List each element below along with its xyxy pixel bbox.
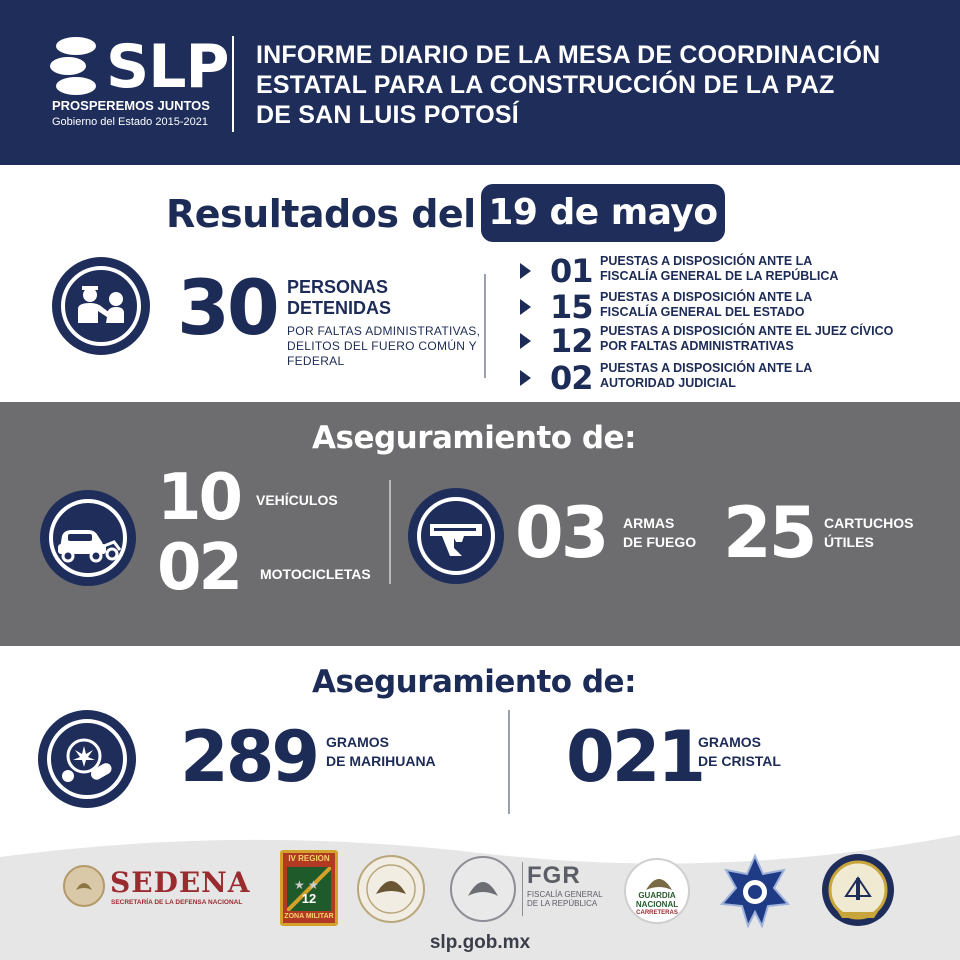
sedena-name: SEDENA xyxy=(110,866,251,899)
logo-tagline: PROSPEREMOS JUNTOS xyxy=(52,98,210,113)
seizure-title: Aseguramiento de: xyxy=(312,420,636,456)
disposition-count: 02 xyxy=(550,359,593,397)
disposition-text-line: PUESTAS A DISPOSICIÓN ANTE LA xyxy=(600,254,813,268)
results-divider xyxy=(484,274,486,378)
marijuana-count: 289 xyxy=(180,716,318,798)
disposition-count: 12 xyxy=(550,322,593,360)
fiscalia-estado-seal-icon[interactable] xyxy=(820,852,896,928)
motorcycles-count: 02 xyxy=(157,531,241,605)
region-number: 12 xyxy=(301,891,317,906)
arrow-right-icon xyxy=(520,333,531,349)
weapons-label-line: ARMAS xyxy=(623,515,675,531)
logo-subtitle: Gobierno del Estado 2015-2021 xyxy=(52,116,208,128)
seizure-divider xyxy=(389,480,391,584)
slp-logo[interactable] xyxy=(48,32,229,136)
arrest-badge xyxy=(52,257,150,355)
report-title-line: ESTATAL PARA LA CONSTRUCCIÓN DE LA PAZ xyxy=(256,71,835,99)
region-line1: IV REGION xyxy=(288,854,330,863)
website-url[interactable]: slp.gob.mx xyxy=(429,932,531,953)
drugs-badge xyxy=(38,710,136,808)
arrow-right-icon xyxy=(520,370,531,386)
vehicles-label: VEHÍCULOS xyxy=(256,492,338,508)
car-motorcycle-icon xyxy=(40,490,136,586)
vehicle-badge xyxy=(40,490,136,586)
header-banner xyxy=(0,0,960,165)
disposition-row xyxy=(520,290,940,324)
gn-line: NACIONAL xyxy=(635,900,679,909)
sedena-logo[interactable] xyxy=(62,864,256,914)
detained-detail-line: DELITOS DEL FUERO COMÚN Y xyxy=(287,339,477,353)
disposition-text-line: POR FALTAS ADMINISTRATIVAS xyxy=(600,339,794,353)
marijuana-label-line: GRAMOS xyxy=(326,734,389,750)
svg-text:★: ★ xyxy=(308,878,319,892)
detained-detail xyxy=(287,324,480,369)
detained-label-line: DETENIDAS xyxy=(287,298,392,318)
vehicles-count: 10 xyxy=(157,461,241,535)
crystal-label-line: GRAMOS xyxy=(698,734,761,750)
disposition-count: 01 xyxy=(550,252,593,290)
results-title: Resultados del xyxy=(166,192,476,236)
report-title xyxy=(256,40,936,130)
disposition-text-line: FISCALÍA GENERAL DE LA REPÚBLICA xyxy=(600,269,839,283)
cartridges-count: 25 xyxy=(723,492,815,574)
marijuana-label xyxy=(326,733,436,771)
disposition-row xyxy=(520,361,940,395)
header-divider xyxy=(232,36,234,132)
mexico-eagle-seal-icon xyxy=(62,864,106,908)
pistol-icon xyxy=(408,488,504,584)
disposition-text xyxy=(600,361,812,391)
crystal-count: 021 xyxy=(566,716,704,798)
disposition-text-line: FISCALÍA GENERAL DEL ESTADO xyxy=(600,305,805,319)
detained-detail-line: FEDERAL xyxy=(287,354,345,368)
marijuana-label-line: DE MARIHUANA xyxy=(326,753,436,769)
weapon-badge xyxy=(408,488,504,584)
results-date: 19 de mayo xyxy=(481,184,725,242)
report-title-line: INFORME DIARIO DE LA MESA DE COORDINACIÓN xyxy=(256,41,881,69)
logo-text: SLP xyxy=(106,32,229,102)
disposition-text-line: AUTORIDAD JUDICIAL xyxy=(600,376,736,390)
cartridges-label xyxy=(824,514,913,552)
drugs-icon xyxy=(38,710,136,808)
police-star-badge-icon[interactable] xyxy=(718,854,792,928)
weapons-count: 03 xyxy=(515,492,607,574)
fgr-subtitle-line: DE LA REPÚBLICA xyxy=(527,899,598,908)
region-line2: ZONA MILITAR xyxy=(284,913,334,920)
disposition-count: 15 xyxy=(550,288,593,326)
disposition-row xyxy=(520,324,940,358)
gn-line: GUARDIA xyxy=(638,891,676,900)
disposition-row xyxy=(520,254,940,288)
fgr-name: FGR xyxy=(527,862,581,889)
region-shield-logo[interactable] xyxy=(280,850,338,926)
guardia-nacional-seal-icon[interactable] xyxy=(356,854,426,924)
drugs-divider xyxy=(508,710,510,814)
detained-label xyxy=(287,277,391,319)
disposition-text-line: PUESTAS A DISPOSICIÓN ANTE EL JUEZ CÍVICO xyxy=(600,324,894,338)
disposition-text xyxy=(600,254,838,284)
detained-detail-line: POR FALTAS ADMINISTRATIVAS, xyxy=(287,324,481,338)
sedena-subtitle: SECRETARÍA DE LA DEFENSA NACIONAL xyxy=(111,899,243,906)
crystal-label-line: DE CRISTAL xyxy=(698,753,781,769)
fgr-logo[interactable] xyxy=(522,862,604,916)
estados-unidos-mexicanos-seal-icon[interactable] xyxy=(448,854,518,924)
svg-text:★: ★ xyxy=(294,878,305,892)
cartridges-label-line: ÚTILES xyxy=(824,534,874,550)
cartridges-label-line: CARTUCHOS xyxy=(824,515,914,531)
weapons-label xyxy=(623,514,696,552)
seizure-title: Aseguramiento de: xyxy=(312,664,636,700)
arrow-right-icon xyxy=(520,263,531,279)
motorcycles-label: MOTOCICLETAS xyxy=(260,566,371,582)
arrest-icon xyxy=(52,257,150,355)
region-center xyxy=(287,867,331,911)
detained-count: 30 xyxy=(177,263,277,352)
disposition-text-line: PUESTAS A DISPOSICIÓN ANTE LA xyxy=(600,361,813,375)
guardia-nacional-carreteras-logo[interactable] xyxy=(624,858,690,924)
fgr-subtitle-line: FISCALÍA GENERAL xyxy=(527,890,603,899)
crystal-label xyxy=(698,733,781,771)
weapons-label-line: DE FUEGO xyxy=(623,534,697,550)
disposition-text-line: PUESTAS A DISPOSICIÓN ANTE LA xyxy=(600,290,813,304)
disposition-text xyxy=(600,290,812,320)
detained-label-line: PERSONAS xyxy=(287,277,389,297)
arrow-right-icon xyxy=(520,299,531,315)
slp-logo-mark-icon xyxy=(48,36,112,96)
disposition-text xyxy=(600,324,893,354)
report-title-line: DE SAN LUIS POTOSÍ xyxy=(256,101,519,129)
seizure-band xyxy=(0,402,960,646)
gn-line: CARRETERAS xyxy=(636,910,678,916)
